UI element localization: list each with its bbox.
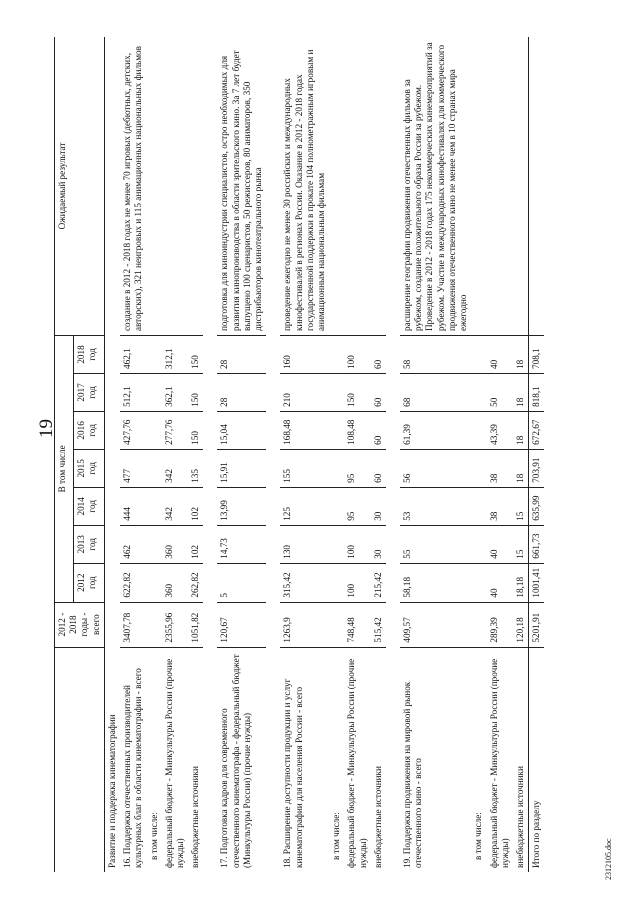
result-cell bbox=[147, 37, 162, 336]
year-cell: 362,1 bbox=[162, 373, 188, 411]
year-cell bbox=[471, 336, 486, 374]
year-cell: 360 bbox=[162, 525, 188, 563]
year-cell: 18,18 bbox=[513, 563, 529, 602]
year-cell: 40 bbox=[487, 563, 513, 602]
year-cell: 28 bbox=[217, 373, 266, 411]
year-cell bbox=[471, 373, 486, 411]
year-cell: 102 bbox=[188, 525, 203, 563]
row-gap bbox=[386, 37, 400, 872]
total-cell: 515,42 bbox=[371, 602, 386, 647]
total-cell bbox=[471, 602, 486, 647]
year-cell: 160 bbox=[280, 336, 329, 374]
subheading-row bbox=[471, 37, 486, 872]
year-cell: 53 bbox=[400, 487, 471, 525]
table-row bbox=[188, 37, 203, 872]
row-label: 17. Подготовка кадров для современного отечественного кинематографа - федеральный бюджет (Минкультуры России) (прочие нужды) bbox=[219, 654, 252, 868]
table-row bbox=[400, 37, 471, 872]
header-year: 2015 год bbox=[73, 449, 104, 487]
year-cell: 661,73 bbox=[529, 525, 545, 563]
year-cell: 68 bbox=[400, 373, 471, 411]
year-cell: 18 bbox=[513, 449, 529, 487]
row-gap bbox=[203, 37, 217, 872]
year-cell bbox=[147, 487, 162, 525]
year-cell bbox=[329, 449, 344, 487]
year-cell bbox=[329, 525, 344, 563]
year-cell: 150 bbox=[188, 373, 203, 411]
header-year: 2017 год bbox=[73, 373, 104, 411]
table-row bbox=[280, 37, 329, 872]
year-cell: 30 bbox=[371, 525, 386, 563]
year-cell: 512,1 bbox=[120, 373, 146, 411]
year-cell: 462,1 bbox=[120, 336, 146, 374]
year-cell: 708,1 bbox=[529, 336, 545, 374]
result-cell bbox=[529, 37, 545, 336]
year-cell bbox=[147, 525, 162, 563]
row-label: 16. Поддержка отечественных производителей культурных благ в области кинематографии - всего bbox=[122, 668, 144, 868]
total-cell bbox=[147, 602, 162, 647]
total-cell: 2355,96 bbox=[162, 602, 188, 647]
year-cell bbox=[147, 563, 162, 602]
total-cell: 409,57 bbox=[400, 602, 471, 647]
total-cell: 3407,78 bbox=[120, 602, 146, 647]
header-year: 2014 год bbox=[73, 487, 104, 525]
total-cell: 120,67 bbox=[217, 602, 266, 647]
row-label: внебюджетные источники bbox=[372, 766, 383, 868]
year-cell: 703,91 bbox=[529, 449, 545, 487]
year-cell: 100 bbox=[344, 336, 370, 374]
section-title: Развитие и поддержка кинематографии bbox=[106, 714, 117, 868]
row-gap-cell bbox=[203, 37, 217, 872]
year-cell: 38 bbox=[487, 449, 513, 487]
result-cell bbox=[162, 37, 188, 336]
table-row bbox=[371, 37, 386, 872]
year-cell: 315,42 bbox=[280, 563, 329, 602]
row-label: внебюджетные источники bbox=[190, 766, 201, 868]
row-label: 18. Расширение доступности продукции и услуг кинематографии для населения России - всего bbox=[282, 678, 304, 868]
year-cell: 462 bbox=[120, 525, 146, 563]
total-cell: 120,18 bbox=[513, 602, 529, 647]
year-cell: 477 bbox=[120, 449, 146, 487]
year-cell: 1001,41 bbox=[529, 563, 545, 602]
year-cell: 342 bbox=[162, 487, 188, 525]
year-cell: 60 bbox=[371, 411, 386, 449]
table-row bbox=[513, 37, 529, 872]
total-row bbox=[529, 37, 545, 872]
row-label: Итого по разделу bbox=[529, 647, 545, 872]
year-cell: 56 bbox=[400, 449, 471, 487]
subheading-row bbox=[147, 37, 162, 872]
year-cell: 14,73 bbox=[217, 525, 266, 563]
result-cell: подготовка для киноиндустрии специалистов, остро необходимых для развития кинопроизводства в области зрительского кино. За 7 лет будет выпущено 100 сценаристов, 50 режиссеров, 80 аниматоров, 350 дистрибьюторов кинотеатрального рынка bbox=[219, 50, 264, 332]
year-cell: 102 bbox=[188, 487, 203, 525]
year-cell: 18 bbox=[513, 373, 529, 411]
year-cell: 15,04 bbox=[217, 411, 266, 449]
year-cell: 150 bbox=[188, 411, 203, 449]
year-cell: 15 bbox=[513, 487, 529, 525]
result-cell bbox=[487, 37, 513, 336]
year-cell: 155 bbox=[280, 449, 329, 487]
year-cell: 427,76 bbox=[120, 411, 146, 449]
row-label: в том числе: bbox=[148, 812, 159, 860]
table-row bbox=[487, 37, 513, 872]
row-label: внебюджетные источники bbox=[515, 766, 525, 868]
year-cell: 150 bbox=[344, 373, 370, 411]
year-cell: 13,99 bbox=[217, 487, 266, 525]
year-cell: 130 bbox=[280, 525, 329, 563]
year-cell: 60 bbox=[371, 449, 386, 487]
row-label: федеральный бюджет - Минкультуры России (прочие нужды) bbox=[488, 658, 510, 868]
year-cell: 262,82 bbox=[188, 563, 203, 602]
total-cell: 748,48 bbox=[344, 602, 370, 647]
year-cell bbox=[147, 373, 162, 411]
result-cell bbox=[471, 37, 486, 336]
year-cell bbox=[329, 336, 344, 374]
year-cell: 61,39 bbox=[400, 411, 471, 449]
year-cell bbox=[471, 411, 486, 449]
table-row bbox=[217, 37, 266, 872]
year-cell: 635,99 bbox=[529, 487, 545, 525]
year-cell: 100 bbox=[344, 563, 370, 602]
header-measure bbox=[55, 647, 105, 872]
total-cell: 1263,9 bbox=[280, 602, 329, 647]
year-cell: 150 bbox=[188, 336, 203, 374]
year-cell: 60 bbox=[371, 373, 386, 411]
rotated-page-content bbox=[54, 37, 614, 872]
year-cell: 15 bbox=[513, 525, 529, 563]
year-cell: 672,67 bbox=[529, 411, 545, 449]
header-in-that: В том числе bbox=[55, 336, 74, 603]
year-cell bbox=[329, 563, 344, 602]
year-cell: 342 bbox=[162, 449, 188, 487]
result-cell: создание в 2012 - 2018 годах не менее 70 игровых (дебютных, детских, авторских), 321 неигровых и 115 анимационных национальных фильмов bbox=[122, 46, 144, 332]
year-cell: 5 bbox=[217, 563, 266, 602]
year-cell bbox=[329, 487, 344, 525]
year-cell bbox=[471, 563, 486, 602]
row-gap-cell bbox=[386, 37, 400, 872]
year-cell bbox=[147, 449, 162, 487]
row-gap-cell bbox=[266, 37, 280, 872]
year-cell: 215,42 bbox=[371, 563, 386, 602]
row-label: 19. Поддержка продвижения на мировой рынок отечественного кино - всего bbox=[402, 681, 424, 868]
year-cell: 444 bbox=[120, 487, 146, 525]
header-year: 2018 год bbox=[73, 336, 104, 374]
year-cell: 210 bbox=[280, 373, 329, 411]
year-cell: 95 bbox=[344, 487, 370, 525]
year-cell: 55 bbox=[400, 525, 471, 563]
result-cell bbox=[329, 37, 344, 336]
year-cell: 18 bbox=[513, 411, 529, 449]
year-cell: 818,1 bbox=[529, 373, 545, 411]
header-year: 2012 год bbox=[73, 563, 104, 602]
year-cell: 43,39 bbox=[487, 411, 513, 449]
total-cell bbox=[329, 602, 344, 647]
result-cell bbox=[188, 37, 203, 336]
year-cell: 40 bbox=[487, 336, 513, 374]
year-cell: 38 bbox=[487, 487, 513, 525]
year-cell: 95 bbox=[344, 449, 370, 487]
total-cell: 5201,91 bbox=[529, 602, 545, 647]
year-cell: 622,82 bbox=[120, 563, 146, 602]
year-cell: 100 bbox=[344, 525, 370, 563]
year-cell: 135 bbox=[188, 449, 203, 487]
year-cell bbox=[471, 449, 486, 487]
table-row bbox=[162, 37, 188, 872]
row-label: федеральный бюджет - Минкультуры России (прочие нужды) bbox=[346, 658, 368, 868]
year-cell: 125 bbox=[280, 487, 329, 525]
year-cell: 312,1 bbox=[162, 336, 188, 374]
year-cell: 50 bbox=[487, 373, 513, 411]
year-cell: 30 bbox=[371, 487, 386, 525]
year-cell: 277,76 bbox=[162, 411, 188, 449]
header-total: 2012 - 2018 годы - всего bbox=[55, 602, 105, 647]
result-cell: проведение ежегодно не менее 30 российских и международных кинофестивалей в регионах России. Оказание в 2012 - 2018 годах государственной поддержки в прокате 104 полнометражным игровым и анимационным национальным фильмам bbox=[282, 49, 326, 332]
year-cell: 18 bbox=[513, 336, 529, 374]
year-cell: 108,48 bbox=[344, 411, 370, 449]
year-cell bbox=[147, 336, 162, 374]
header-year: 2013 год bbox=[73, 525, 104, 563]
year-cell: 360 bbox=[162, 563, 188, 602]
funding-table bbox=[54, 37, 544, 872]
table-row bbox=[120, 37, 146, 872]
header-result: Ожидаемый результат bbox=[55, 37, 105, 336]
year-cell: 40 bbox=[487, 525, 513, 563]
subheading-row bbox=[329, 37, 344, 872]
result-cell: расширение географии продвижения отечественных фильмов за рубежом, создание положительного образа России за рубежом. Проведение в 2012 - 2018 годах 175 некоммерческих кинемероприятий за рубежом. Участие в международных кинофестивалях для коммерческого продвижения отечественного кино не менее чем в 10 странах мира ежегодно bbox=[402, 42, 469, 332]
year-cell: 58 bbox=[400, 336, 471, 374]
year-cell: 58,18 bbox=[400, 563, 471, 602]
result-cell bbox=[371, 37, 386, 336]
row-label: федеральный бюджет - Минкультуры России (прочие нужды) bbox=[163, 658, 185, 868]
result-cell bbox=[513, 37, 529, 336]
year-cell: 28 bbox=[217, 336, 266, 374]
year-cell bbox=[471, 487, 486, 525]
year-cell: 168,48 bbox=[280, 411, 329, 449]
total-cell: 289,39 bbox=[487, 602, 513, 647]
year-cell bbox=[329, 411, 344, 449]
row-label: в том числе: bbox=[473, 812, 484, 860]
year-cell: 60 bbox=[371, 336, 386, 374]
page-number: 19 bbox=[36, 419, 57, 438]
result-cell bbox=[344, 37, 370, 336]
total-cell: 1051,82 bbox=[188, 602, 203, 647]
year-cell bbox=[147, 411, 162, 449]
table-row bbox=[344, 37, 370, 872]
header-year: 2016 год bbox=[73, 411, 104, 449]
year-cell bbox=[329, 373, 344, 411]
row-label: в том числе: bbox=[331, 812, 342, 860]
row-gap bbox=[266, 37, 280, 872]
footer-doc-code: 2312105.doc bbox=[604, 838, 613, 880]
year-cell: 15,91 bbox=[217, 449, 266, 487]
year-cell bbox=[471, 525, 486, 563]
